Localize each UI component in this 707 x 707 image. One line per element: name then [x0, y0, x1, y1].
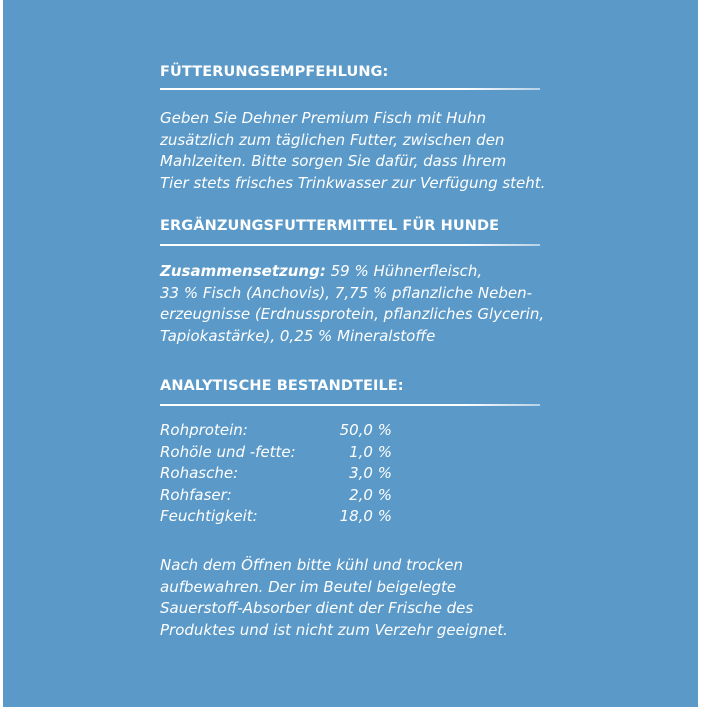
feeding-line: zusätzlich zum täglichen Futter, zwischen den: [160, 130, 505, 149]
storage-line: aufbewahren. Der im Beutel beigelegte: [160, 577, 457, 596]
feeding-line: Geben Sie Dehner Premium Fisch mit Huhn: [160, 109, 486, 127]
composition-line: erzeugnisse (Erdnussprotein, pflanzliches Glycerin,: [160, 305, 545, 323]
label-panel: [3, 0, 698, 707]
feeding-divider: [160, 88, 540, 90]
analysis-row: [160, 506, 400, 528]
composition-line: Tapiokastärke), 0,25 % Mineralstoffe: [160, 326, 436, 345]
analysis-label: Feuchtigkeit:: [160, 507, 258, 525]
feeding-heading: FÜTTERUNGSEMPFEHLUNG:: [160, 64, 389, 80]
composition-text: [160, 261, 560, 347]
supplement-heading: ERGÄNZUNGSFUTTERMITTEL FÜR HUNDE: [160, 218, 500, 234]
storage-text: [160, 555, 560, 641]
analysis-row: [160, 442, 400, 464]
analysis-divider: [160, 404, 540, 406]
analysis-heading: ANALYTISCHE BESTANDTEILE:: [160, 378, 404, 394]
analysis-table: [160, 420, 400, 528]
analysis-label: Rohfaser:: [160, 485, 232, 504]
storage-line: Nach dem Öffnen bitte kühl und trocken: [160, 556, 463, 574]
analysis-label: Rohöle und -fette:: [160, 442, 296, 461]
composition-lead: Zusammensetzung:: [160, 262, 326, 280]
storage-line: Produktes und ist nicht zum Verzehr geeignet.: [160, 620, 508, 639]
analysis-value: 1,0 %: [349, 442, 392, 461]
composition-line: [160, 261, 560, 283]
composition-first: 59 % Hühnerfleisch,: [325, 262, 483, 280]
analysis-value: 2,0 %: [349, 485, 392, 504]
analysis-row: [160, 420, 400, 442]
right-margin: [698, 0, 707, 707]
analysis-row: [160, 485, 400, 507]
analysis-value: 50,0 %: [339, 421, 392, 439]
feeding-line: Mahlzeiten. Bitte sorgen Sie dafür, dass Ihrem: [160, 152, 507, 170]
analysis-value: 18,0 %: [339, 507, 392, 525]
analysis-label: Rohprotein:: [160, 421, 248, 439]
analysis-value: 3,0 %: [349, 464, 392, 482]
analysis-row: [160, 463, 400, 485]
analysis-label: Rohasche:: [160, 464, 239, 482]
feeding-line: Tier stets frisches Trinkwasser zur Verfügung steht.: [160, 173, 546, 192]
composition-line: 33 % Fisch (Anchovis), 7,75 % pflanzliche Neben-: [160, 283, 532, 302]
supplement-divider: [160, 244, 540, 246]
feeding-text: [160, 108, 560, 194]
storage-line: Sauerstoff-Absorber dient der Frische des: [160, 599, 474, 617]
